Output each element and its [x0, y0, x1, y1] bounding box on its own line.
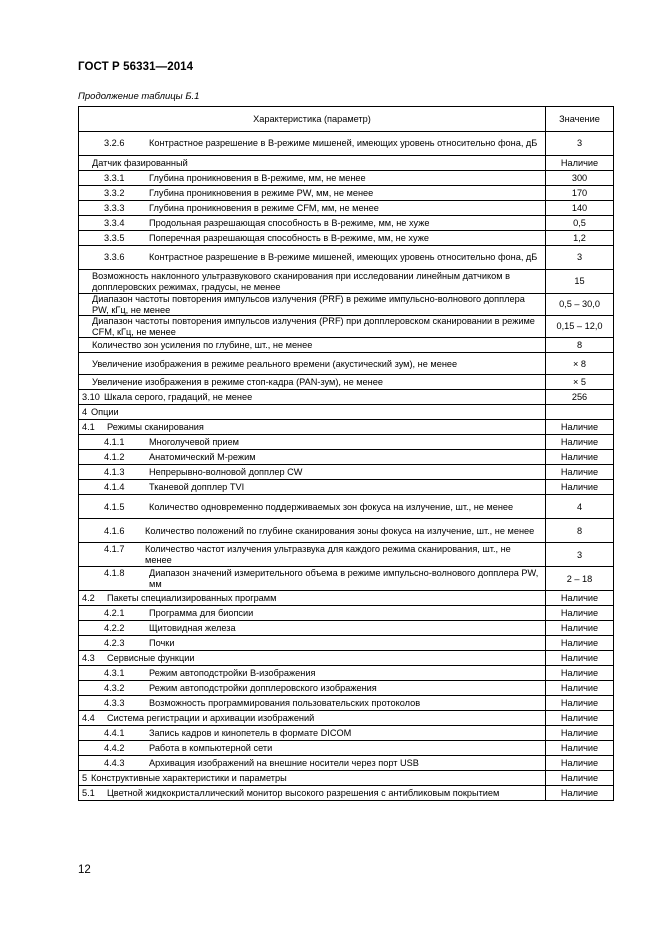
item-text: Анатомический М-режим [149, 452, 256, 463]
parameter-cell [79, 756, 546, 771]
item-text: Количество зон усиления по глубине, шт., не менее [92, 340, 313, 351]
item-text: Возможность наклонного ультразвукового сканирования при исследовании линейным датчиком в допплеровских режимах, градусы, не менее [92, 270, 510, 292]
table-row [79, 420, 614, 435]
value-cell: Наличие [546, 666, 614, 681]
item-text: Диапазон частоты повторения импульсов излучения (PRF) в режиме импульсно-волнового допплера PW, кГц, не менее [92, 294, 525, 315]
parameter-cell [79, 711, 546, 726]
parameter-cell [79, 450, 546, 465]
value-cell: Наличие [546, 741, 614, 756]
value-cell: 3 [546, 543, 614, 567]
item-text: Режим автоподстройки В-изображения [149, 668, 316, 679]
table-row [79, 480, 614, 495]
table-row [79, 726, 614, 741]
item-number: 4.1.6 [104, 525, 125, 536]
table-row [79, 338, 614, 353]
column-header-value: Значение [546, 107, 614, 132]
item-text: Контрастное разрешение в В-режиме мишеней, имеющих уровень относительно фона, дБ [149, 138, 538, 149]
parameter-cell [79, 338, 546, 353]
parameter-cell [79, 591, 546, 606]
item-text: Архивация изображений на внешние носители через порт USB [149, 758, 419, 769]
item-text: Работа в компьютерной сети [149, 743, 273, 754]
value-cell: Наличие [546, 786, 614, 801]
table-row [79, 567, 614, 591]
document-header: ГОСТ Р 56331—2014 [78, 61, 194, 73]
parameter-cell [79, 171, 546, 186]
item-number: 4.1.7 [104, 544, 125, 555]
table-row [79, 171, 614, 186]
item-text: Непрерывно-волновой допплер CW [149, 467, 303, 478]
table-row [79, 216, 614, 231]
parameter-cell [79, 353, 546, 375]
value-cell: Наличие [546, 726, 614, 741]
item-text: Многолучевой прием [149, 437, 239, 448]
table-row [79, 231, 614, 246]
value-cell: 8 [546, 519, 614, 543]
spec-table [78, 106, 614, 801]
table-row [79, 132, 614, 156]
value-cell: Наличие [546, 651, 614, 666]
item-text: Возможность программирования пользовательских протоколов [149, 698, 421, 709]
page-number: 12 [78, 864, 91, 876]
item-number: 4.2.1 [104, 608, 125, 619]
table-row [79, 201, 614, 216]
table-row [79, 186, 614, 201]
value-cell: 15 [546, 270, 614, 294]
item-number: 3.3.3 [104, 202, 125, 213]
table-row [79, 156, 614, 171]
item-number: 4.2 [82, 593, 95, 604]
item-number: 4.3 [82, 653, 95, 664]
item-number: 4.1.3 [104, 467, 125, 478]
value-cell: 0,5 – 30,0 [546, 294, 614, 316]
table-row [79, 465, 614, 480]
parameter-cell [79, 375, 546, 390]
parameter-cell [79, 132, 546, 156]
item-text: Поперечная разрешающая способность в В-режиме, мм, не хуже [149, 232, 429, 243]
item-number: 4.1.2 [104, 452, 125, 463]
value-cell: × 5 [546, 375, 614, 390]
parameter-cell [79, 621, 546, 636]
table-row [79, 316, 614, 338]
value-cell: 140 [546, 201, 614, 216]
item-text: Система регистрации и архивации изображений [107, 713, 315, 724]
item-number: 3.10 [82, 392, 100, 403]
parameter-cell [79, 156, 546, 171]
table-row [79, 405, 614, 420]
item-text: Программа для биопсии [149, 608, 254, 619]
item-number: 3.3.6 [104, 252, 125, 263]
table-row [79, 375, 614, 390]
item-text: Шкала серого, градаций, не менее [104, 392, 253, 403]
value-cell: Наличие [546, 681, 614, 696]
parameter-cell [79, 606, 546, 621]
parameter-cell [79, 246, 546, 270]
item-number: 4.1.4 [104, 482, 125, 493]
table-row [79, 294, 614, 316]
item-text: Почки [149, 638, 175, 649]
item-text: Глубина проникновения в режиме CFM, мм, не менее [149, 202, 379, 213]
item-text: Глубина проникновения в В-режиме, мм, не менее [149, 172, 366, 183]
parameter-cell [79, 636, 546, 651]
item-text: Опции [91, 407, 119, 418]
table-row [79, 353, 614, 375]
item-number: 3.3.5 [104, 232, 125, 243]
table-row [79, 270, 614, 294]
item-number: 4.4.3 [104, 758, 125, 769]
parameter-cell [79, 651, 546, 666]
item-text: Режим автоподстройки допплеровского изображения [149, 683, 377, 694]
item-text: Конструктивные характеристики и параметры [91, 773, 287, 784]
value-cell: 256 [546, 390, 614, 405]
table-row [79, 756, 614, 771]
table-row [79, 390, 614, 405]
item-number: 4.2.2 [104, 623, 125, 634]
value-cell: 3 [546, 132, 614, 156]
value-cell: 170 [546, 186, 614, 201]
parameter-cell [79, 294, 546, 316]
item-text: Увеличение изображения в режиме стоп-кадра (PAN-зум), не менее [92, 377, 383, 388]
value-cell: 300 [546, 171, 614, 186]
table-row [79, 711, 614, 726]
parameter-cell [79, 405, 546, 420]
table-row [79, 786, 614, 801]
parameter-cell [79, 771, 546, 786]
value-cell: Наличие [546, 621, 614, 636]
parameter-cell [79, 567, 546, 591]
table-row [79, 606, 614, 621]
table-row [79, 246, 614, 270]
table-row [79, 450, 614, 465]
table-row [79, 591, 614, 606]
parameter-cell [79, 216, 546, 231]
value-cell [546, 405, 614, 420]
table-row [79, 771, 614, 786]
table-row [79, 741, 614, 756]
item-text: Датчик фазированный [92, 157, 188, 168]
item-number: 4.3.3 [104, 698, 125, 709]
item-text: Увеличение изображения в режиме реального времени (акустический зум), не менее [92, 358, 458, 369]
table-row [79, 696, 614, 711]
item-number: 4.4.2 [104, 743, 125, 754]
value-cell: Наличие [546, 771, 614, 786]
item-number: 4.1.8 [104, 568, 125, 579]
item-text: Тканевой допплер TVI [149, 482, 245, 493]
value-cell: Наличие [546, 636, 614, 651]
item-number: 4.3.1 [104, 668, 125, 679]
value-cell: Наличие [546, 465, 614, 480]
value-cell: Наличие [546, 435, 614, 450]
table-row [79, 435, 614, 450]
item-number: 4.2.3 [104, 638, 125, 649]
item-number: 5 [82, 773, 88, 784]
item-number: 3.3.2 [104, 187, 125, 198]
item-text: Сервисные функции [107, 653, 195, 664]
item-number: 3.2.6 [104, 138, 125, 149]
column-header-parameter: Характеристика (параметр) [79, 107, 546, 132]
item-number: 4.1 [82, 422, 95, 433]
item-number: 4.1.1 [104, 437, 125, 448]
item-text: Диапазон значений измерительного объема в режиме импульсно-волнового допплера PW, мм [149, 568, 539, 589]
item-number: 4.1.5 [104, 501, 125, 512]
value-cell: 3 [546, 246, 614, 270]
value-cell: 0,15 – 12,0 [546, 316, 614, 338]
value-cell: 4 [546, 495, 614, 519]
table-row [79, 495, 614, 519]
item-number: 3.3.4 [104, 217, 125, 228]
value-cell: Наличие [546, 480, 614, 495]
parameter-cell [79, 480, 546, 495]
item-text: Контрастное разрешение в В-режиме мишеней, имеющих уровень относительно фона, дБ [149, 252, 538, 263]
value-cell: Наличие [546, 756, 614, 771]
value-cell: Наличие [546, 156, 614, 171]
table-row [79, 681, 614, 696]
value-cell: 2 – 18 [546, 567, 614, 591]
table-row [79, 651, 614, 666]
parameter-cell [79, 435, 546, 450]
parameter-cell [79, 390, 546, 405]
item-text: Запись кадров и кинопетель в формате DICOM [149, 728, 352, 739]
value-cell: Наличие [546, 696, 614, 711]
parameter-cell [79, 519, 546, 543]
item-text: Цветной жидкокристаллический монитор высокого разрешения с антибликовым покрытием [107, 788, 500, 799]
value-cell: Наличие [546, 711, 614, 726]
item-number: 4 [82, 407, 88, 418]
item-number: 4.4 [82, 713, 95, 724]
value-cell: Наличие [546, 591, 614, 606]
item-text: Диапазон частоты повторения импульсов излучения (PRF) при допплеровском сканировании в режиме CFM, кГц, не менее [92, 316, 535, 337]
item-text: Количество частот излучения ультразвука для каждого режима сканирования, шт., не менее [145, 544, 511, 565]
parameter-cell [79, 465, 546, 480]
table-caption: Продолжение таблицы Б.1 [78, 91, 200, 102]
item-text: Глубина проникновения в режиме PW, мм, не менее [149, 187, 374, 198]
table-row [79, 519, 614, 543]
parameter-cell [79, 231, 546, 246]
item-number: 3.3.1 [104, 172, 125, 183]
item-text: Пакеты специализированных программ [107, 593, 277, 604]
item-text: Щитовидная железа [149, 623, 236, 634]
value-cell: 1,2 [546, 231, 614, 246]
parameter-cell [79, 786, 546, 801]
table-row [79, 666, 614, 681]
parameter-cell [79, 186, 546, 201]
value-cell: Наличие [546, 606, 614, 621]
item-text: Количество одновременно поддерживаемых зон фокуса на излучение, шт., не менее [149, 501, 514, 512]
parameter-cell [79, 270, 546, 294]
table-row [79, 621, 614, 636]
value-cell: Наличие [546, 450, 614, 465]
table-row [79, 543, 614, 567]
parameter-cell [79, 316, 546, 338]
item-text: Количество положений по глубине сканирования зоны фокуса на излучение, шт., не менее [145, 525, 535, 536]
value-cell: 8 [546, 338, 614, 353]
value-cell: 0,5 [546, 216, 614, 231]
parameter-cell [79, 696, 546, 711]
parameter-cell [79, 726, 546, 741]
parameter-cell [79, 201, 546, 216]
parameter-cell [79, 666, 546, 681]
item-text: Режимы сканирования [107, 422, 204, 433]
item-number: 4.4.1 [104, 728, 125, 739]
parameter-cell [79, 420, 546, 435]
parameter-cell [79, 681, 546, 696]
table-row [79, 636, 614, 651]
value-cell: Наличие [546, 420, 614, 435]
item-number: 5.1 [82, 788, 95, 799]
item-text: Продольная разрешающая способность в В-режиме, мм, не хуже [149, 217, 430, 228]
value-cell: × 8 [546, 353, 614, 375]
parameter-cell [79, 495, 546, 519]
parameter-cell [79, 741, 546, 756]
item-number: 4.3.2 [104, 683, 125, 694]
parameter-cell [79, 543, 546, 567]
